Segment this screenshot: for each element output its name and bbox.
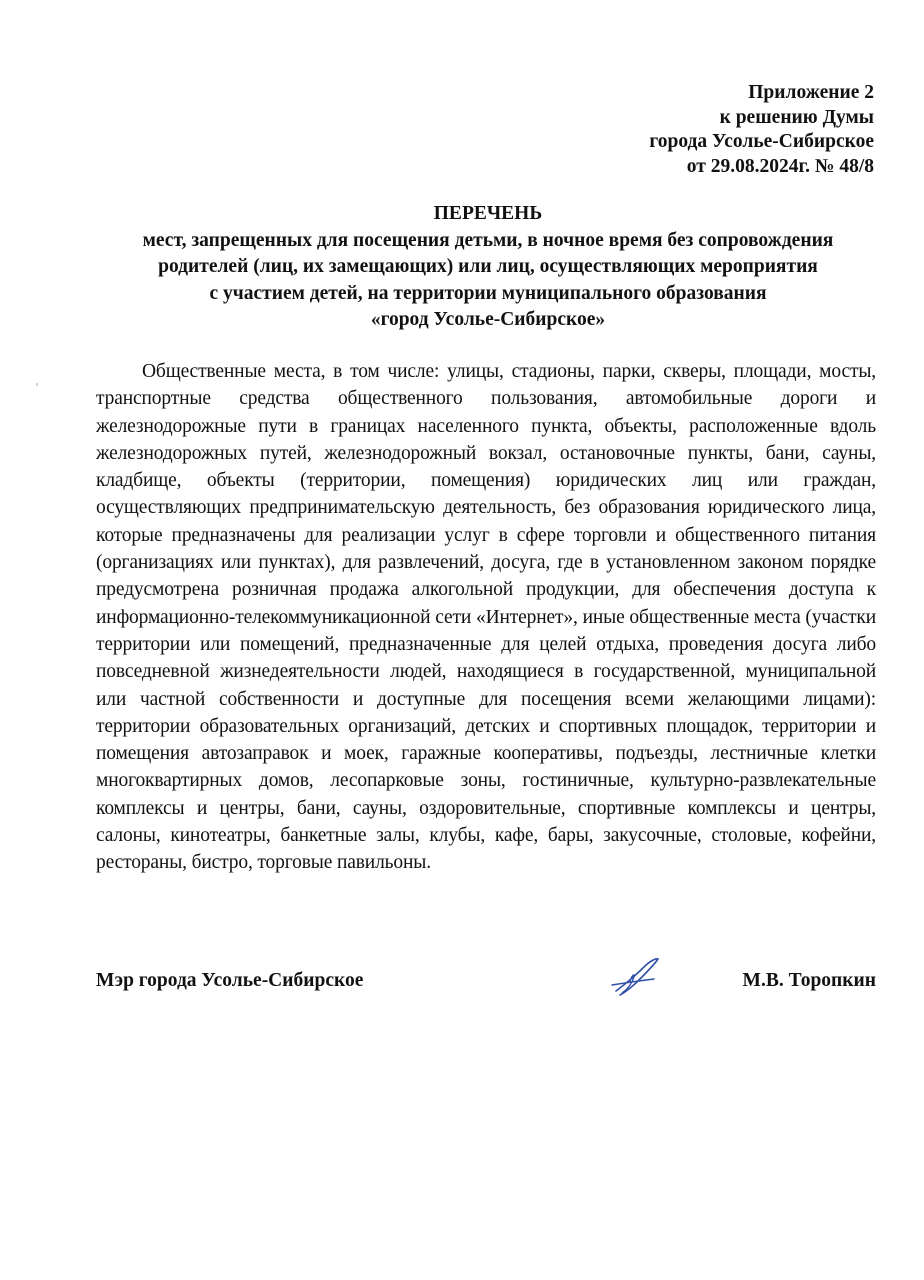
appendix-line-3: города Усолье-Сибирское — [649, 131, 874, 152]
appendix-line-2: к решению Думы — [719, 106, 874, 128]
document-heading — [100, 201, 876, 334]
heading-title: ПЕРЕЧЕНЬ — [433, 203, 543, 224]
scan-mark — [36, 383, 38, 386]
heading-line-4: «город Усолье-Сибирское» — [370, 309, 606, 330]
signatory-title: Мэр города Усолье-Сибирское — [96, 970, 364, 991]
handwritten-signature — [610, 955, 670, 997]
body-paragraph: Общественные места, в том числе: улицы, стадионы, парки, скверы, площади, мосты, транспортные средства общественного пользования, автомобильные дороги и железнодорожные пути в границах населенного пункта, объекты, расположенные вдоль железнодорожных путей, железнодорожный вокзал, остановочные пункты, бани, сауны, кладбище, объекты (территории, помещения) юридических лиц или граждан, осуществляющих предпринимательскую деятельность, без образования юридического лица, которые предназначены для реализации услуг в сфере торговли и общественного питания (организациях или пунктах), для развлечений, досуга, где в установленном законом порядке предусмотрена розничная продажа алкогольной продукции, для обеспечения доступа к информационно-телекоммуникационной сети «Интернет», иные общественные места (участки территории или помещений, предназначенные для целей отдыха, проведения досуга либо повседневной жизнедеятельности людей, находящиеся в государственной, муниципальной или частной собственности и доступные для посещения всеми желающими лицами): территории образовательных организаций, детских и спортивных площадок, территории и помещения автозаправок и моек, гаражные кооперативы, подъезды, лестничные клетки многоквартирных домов, лесопарковые зоны, гостиничные, культурно-развлекательные комплексы и центры, бани, сауны, оздоровительные, спортивные комплексы и центры, салоны, кинотеатры, банкетные залы, клубы, кафе, бары, закусочные, столовые, кофейни, рестораны, бистро, торговые павильоны. — [96, 361, 876, 874]
heading-line-3: с участием детей, на территории муниципального образования — [209, 282, 767, 304]
appendix-header — [649, 81, 874, 179]
signatory-name: М.В. Торопкин — [742, 970, 876, 991]
signature-row — [96, 968, 876, 998]
appendix-line-1: Приложение 2 — [748, 82, 874, 103]
appendix-line-4: от 29.08.2024г. № 48/8 — [686, 155, 874, 177]
heading-line-1: мест, запрещенных для посещения детьми, в ночное время без сопровождения — [142, 229, 834, 251]
heading-line-2: родителей (лиц, их замещающих) или лиц, осуществляющих мероприятия — [158, 256, 818, 277]
